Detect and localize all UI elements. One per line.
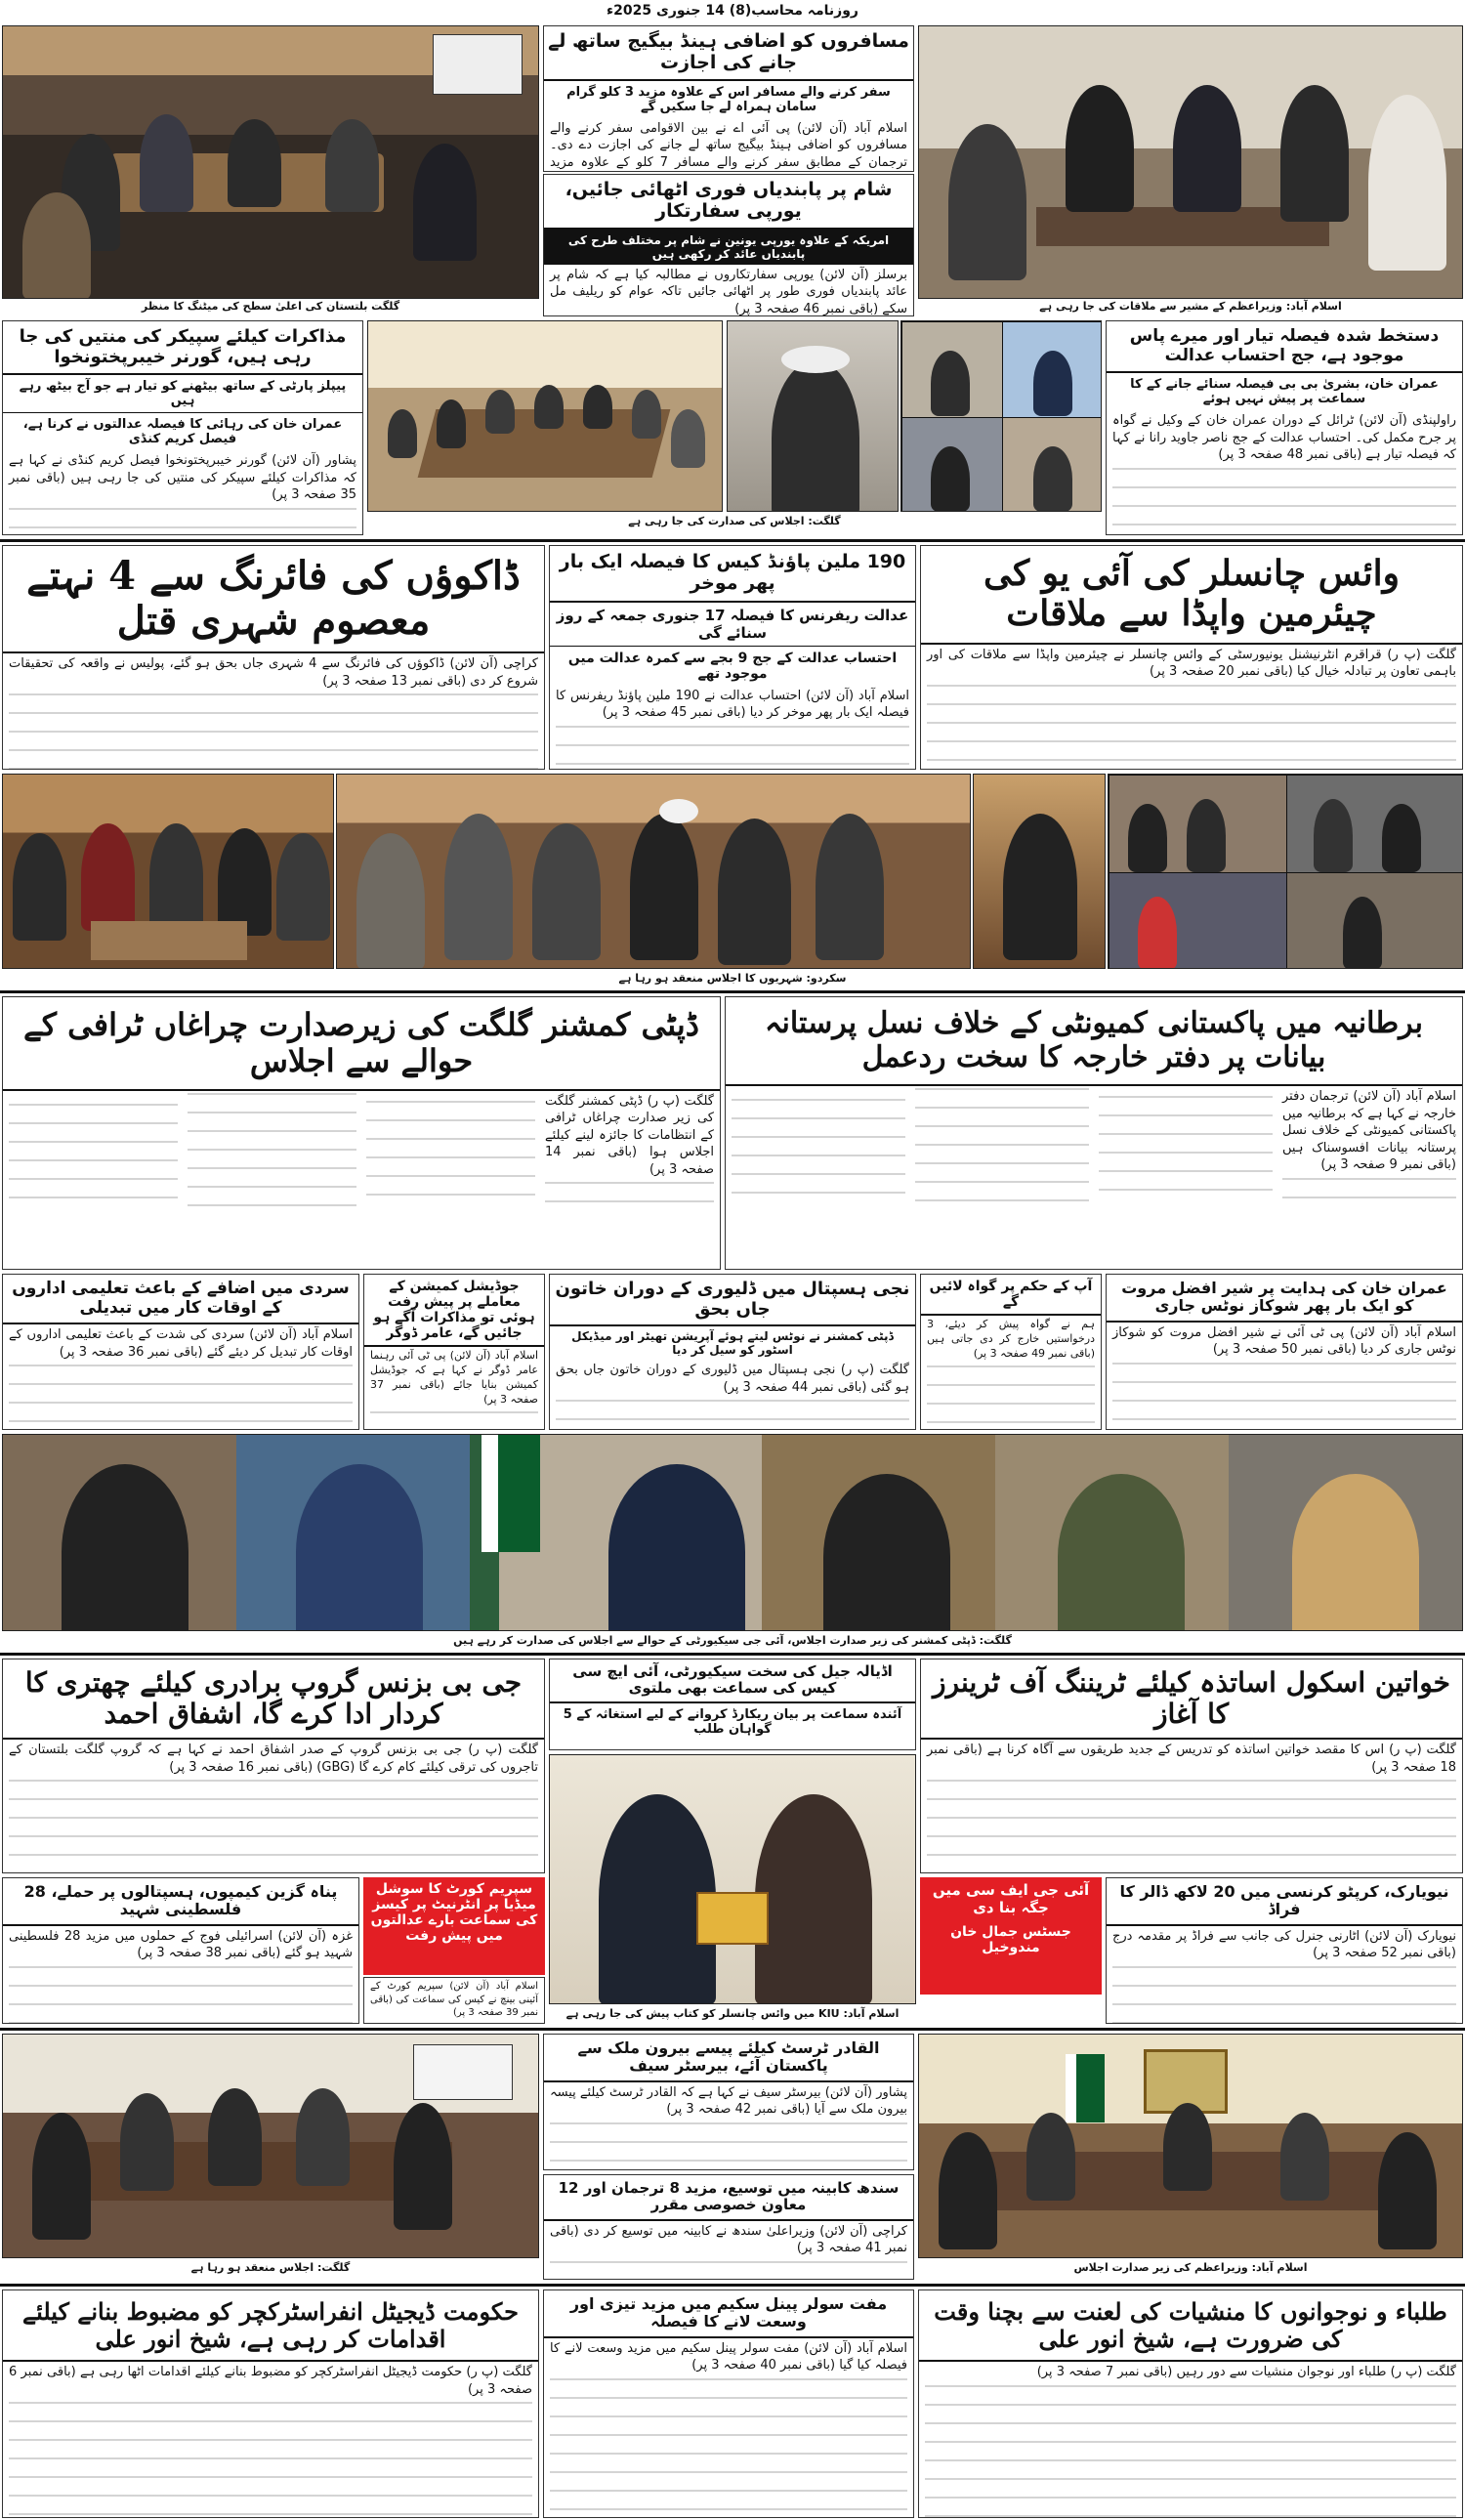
photo-book-caption: اسلام آباد: KIU میں وائس چانسلر کو کتاب پیش کی جا رہی ہے xyxy=(549,2006,916,2022)
article-women-teachers xyxy=(920,1659,1463,1873)
article-syria xyxy=(543,174,914,316)
article-youth-drugs xyxy=(918,2289,1463,2518)
article-newyork-crypto xyxy=(1106,1877,1463,2024)
photo-band2-group-3 xyxy=(973,774,1106,969)
article-digital-infrastructure xyxy=(2,2289,539,2518)
article-judicial-commission xyxy=(363,1274,545,1430)
headline: سندھ کابینہ میں توسیع، مزید 8 ترجمان اور 12 معاون خصوصی مقرر xyxy=(544,2175,913,2221)
photo-meeting-caption: گلگت: اجلاس کی صدارت کی جا رہی ہے xyxy=(367,514,1102,529)
subheadline: پیپلز پارٹی کے ساتھ بیٹھنے کو تیار ہے جو آج بیٹھ رہے ہیں xyxy=(3,375,362,413)
article-body: گلگت (پ ر) اس کا مقصد خواتین اساتذہ کو تدریس کے جدید طریقوں سے آگاہ کرنا ہے (باقی نمبر 18 صفحہ 3 پر) xyxy=(921,1740,1462,1873)
photo-band2-group-1 xyxy=(2,774,334,969)
article-cold-schools xyxy=(2,1274,359,1430)
subheadline: امریکہ کے علاوہ یورپی یونین نے شام پر مختلف طرح کی پابندیاں عائد کر رکھی ہیں xyxy=(544,230,913,265)
photo-grid-participants xyxy=(900,320,1102,512)
headline: جوڈیشل کمیشن کے معاملے پر پیش رفت ہوئی تو مذاکرات آگے ہو جائیں گے، عامر ڈوگر xyxy=(364,1275,544,1347)
article-body: کراچی (آن لائن) وزیراعلیٰ سندھ نے کابینہ میں توسیع کر دی (باقی نمبر 41 صفحہ 3 پر) xyxy=(544,2221,913,2281)
article-dc-gilgit xyxy=(2,996,721,1270)
article-sindh-cabinet xyxy=(543,2174,914,2280)
article-body: ہم نے گواہ پیش کر دیئے، 3 درخواستیں خارج کر دی جاتی ہیں (باقی نمبر 49 صفحہ 3 پر) xyxy=(921,1316,1101,1430)
subheadline: سفر کرنے والے مسافر اس کے علاوہ مزید 3 کلو گرام سامان ہمراہ لے جا سکیں گے xyxy=(566,84,891,114)
article-body: اسلام آباد (آن لائن) احتساب عدالت نے 190 ملین پاؤنڈ ریفرنس کا فیصلہ ایک بار پھر موخر کر دیا (باقی نمبر 45 صفحہ 3 پر) xyxy=(550,686,915,770)
article-gaza-refugees xyxy=(2,1877,359,2024)
headline: ڈاکوؤں کی فائرنگ سے 4 نہتے معصوم شہری قتل xyxy=(3,546,544,653)
band-divider-5 xyxy=(0,2284,1465,2287)
article-body: پشاور (آن لائن) بیرسٹر سیف نے کہا ہے کہ القادر ٹرسٹ کیلئے پیسہ بیرون ملک سے آیا (باقی نمبر 42 صفحہ 3 پر) xyxy=(544,2082,913,2170)
red-box-text: آئی جی ایف سی میں جگہ بنا دی xyxy=(932,1881,1090,1916)
photo-band6-right-caption: اسلام آباد: وزیراعظم کی زیر صدارت اجلاس xyxy=(918,2260,1463,2276)
subheadline: آئندہ سماعت پر بیان ریکارڈ کروانے کے لیے استغاثہ کے 5 گواہان طلب xyxy=(563,1706,902,1737)
headline: 190 ملین پاؤنڈ کیس کا فیصلہ ایک بار پھر موخر xyxy=(550,546,915,603)
photo-top-left-meeting xyxy=(2,25,539,299)
red-box-supreme-court xyxy=(363,1877,545,1975)
band-divider-1 xyxy=(0,539,1465,542)
photo-band2-caption: سکردو: شہریوں کا اجلاس منعقد ہو رہا ہے xyxy=(2,971,1463,987)
article-solar-scheme xyxy=(543,2289,914,2518)
subheadline-2: احتساب عدالت کے جج 9 بجے سے کمرہ عدالت میں موجود تھے xyxy=(567,650,898,682)
article-body: گلگت (پ ر) طلباء اور نوجوان منشیات سے دور رہیں (باقی نمبر 7 صفحہ 3 پر) xyxy=(919,2362,1462,2518)
band-divider-2 xyxy=(0,990,1465,993)
photo-top-right-caption: اسلام آباد: وزیراعظم کے مشیر سے ملاقات کی جا رہی ہے xyxy=(918,299,1463,315)
article-dacoits-firing xyxy=(2,545,545,770)
article-body: کراچی (آن لائن) ڈاکوؤں کی فائرنگ سے 4 شہری جاں بحق ہو گئے، پولیس نے واقعہ کی تحقیقات شروع کر دی (باقی نمبر 13 صفحہ 3 پر) xyxy=(3,653,544,770)
headline: نجی ہسپتال میں ڈلیوری کے دوران خاتون جاں بحق xyxy=(550,1275,915,1326)
article-body: برسلز (آن لائن) یورپی سفارتکاروں نے مطالبہ کیا ہے کہ شام پر عائد پابندیاں فوری طور پر اٹھائی جائیں تاکہ عوام کو ریلیف مل سکے (باقی نمبر 46 صفحہ 3 پر) xyxy=(544,265,913,316)
headline: حکومت ڈیجیٹل انفراسٹرکچر کو مضبوط بنانے کیلئے اقدامات کر رہی ہے، شیخ انور علی xyxy=(3,2290,538,2362)
subheadline-2: عمران خان کی رہائی کا فیصلہ عدالتوں نے کرنا ہے، فیصل کریم کنڈی xyxy=(22,417,343,447)
band-divider-3 xyxy=(0,1653,1465,1656)
article-witnesses xyxy=(920,1274,1102,1430)
photo-band6-left-caption: گلگت: اجلاس منعقد ہو رہا ہے xyxy=(2,2260,539,2276)
article-body: اسلام آباد (آن لائن) سپریم کورٹ کے آئینی بینچ نے کیس کی سماعت کی (باقی نمبر 39 صفحہ 3 پر) xyxy=(364,1978,544,2024)
article-body: نیویارک (آن لائن) اٹارنی جنرل کی جانب سے فراڈ پر مقدمہ درج (باقی نمبر 52 صفحہ 3 پر) xyxy=(1107,1926,1462,2024)
headline: وائس چانسلر کی آئی یو کی چیئرمین واپڈا سے ملاقات xyxy=(921,546,1462,645)
article-gb-business-group xyxy=(2,1659,545,1873)
headline: اڈیالہ جیل کی سخت سیکیورٹی، آئی ایچ سی کیس کی سماعت بھی ملتوی xyxy=(550,1659,915,1703)
article-accountability-court xyxy=(1106,320,1463,535)
headline: شام پر پابندیاں فوری اٹھائی جائیں، یورپی سفارتکار xyxy=(544,175,913,230)
article-body: غزہ (آن لائن) اسرائیلی فوج کے حملوں میں مزید 28 فلسطینی شہید ہو گئے (باقی نمبر 38 صفحہ 3 پر) xyxy=(3,1926,358,2024)
article-foreign-office xyxy=(725,996,1463,1270)
photo-band4-caption: گلگت: ڈپٹی کمشنر کی زیر صدارت اجلاس، آئی جی سیکیورٹی کے حوالے سے اجلاس کی صدارت کر رہے ہیں xyxy=(2,1633,1463,1649)
photo-band6-left-meeting xyxy=(2,2034,539,2258)
article-marwat-notice xyxy=(1106,1274,1463,1430)
article-hospital xyxy=(549,1274,916,1430)
photo-band4-strip xyxy=(2,1434,1463,1631)
photo-book-presentation xyxy=(549,1754,916,2004)
article-talks-governor xyxy=(2,320,363,535)
article-baggage xyxy=(543,25,914,172)
article-body: راولپنڈی (آن لائن) ٹرائل کے دوران عمران خان کے وکیل نے گواہ پر جرح مکمل کی۔ احتساب عدالت کے جج ناصر جاوید رانا نے کہا کہ فیصلہ تیار ہے (باقی نمبر 48 صفحہ 3 پر) xyxy=(1107,410,1462,535)
headline: نیویارک، کرپٹو کرنسی میں 20 لاکھ ڈالر کا فراڈ xyxy=(1107,1878,1462,1926)
red-box-sub: جسٹس جمال خان مندوخیل xyxy=(950,1924,1071,1955)
headline: عمران خان کی ہدایت پر شیر افضل مروت کو ایک بار پھر شوکاز نوٹس جاری xyxy=(1107,1275,1462,1323)
headline: پناہ گزین کیمپوں، ہسپتالوں پر حملے، 28 فلسطینی شہید xyxy=(3,1878,358,1926)
headline: برطانیہ میں پاکستانی کمیونٹی کے خلاف نسل پرستانہ بیانات پر دفتر خارجہ کا سخت ردعمل xyxy=(726,997,1462,1086)
headline: سردی میں اضافے کے باعث تعلیمی اداروں کے اوقات کار میں تبدیلی xyxy=(3,1275,358,1324)
article-body: گلگت (پ ر) ڈپٹی کمشنر گلگت کی زیر صدارت چراغاں ٹرافی کے انتظامات کا جائزہ لینے کیلئے اجلاس ہوا (باقی نمبر 14 صفحہ 3 پر) xyxy=(3,1091,720,1214)
headline: ڈپٹی کمشنر گلگت کی زیرصدارت چراغاں ٹرافی کے حوالے سے اجلاس xyxy=(3,997,720,1091)
photo-speaker xyxy=(727,320,899,512)
headline: جی بی بزنس گروپ برادری کیلئے چھتری کا کردار ادا کرے گا، اشفاق احمد xyxy=(3,1659,544,1740)
article-body: گلگت (پ ر) جی بی بزنس گروپ کے صدر اشفاق احمد نے کہا ہے کہ گروپ گلگت بلتستان کے تاجروں کی ترقی کیلئے کام کرے گا (GBG) (باقی نمبر 16 صفحہ 3 پر) xyxy=(3,1740,544,1873)
headline: مفت سولر پینل سکیم میں مزید تیزی اور وسعت لانے کا فیصلہ xyxy=(544,2290,913,2338)
article-body: گلگت (پ ر) نجی ہسپتال میں ڈلیوری کے دوران خاتون جاں بحق ہو گئی (باقی نمبر 44 صفحہ 3 پر) xyxy=(550,1360,915,1430)
headline: طلباء و نوجوانوں کا منشیات کی لعنت سے بچنا وقت کی ضرورت ہے، شیخ انور علی xyxy=(919,2290,1462,2362)
band-divider-4 xyxy=(0,2028,1465,2031)
headline: مذاکرات کیلئے سپیکر کی منتیں کی جا رہی ہیں، گورنر خیبرپختونخوا xyxy=(3,321,362,375)
photo-top-right-meeting xyxy=(918,25,1463,299)
article-body: گلگت (پ ر) قراقرم انٹرنیشنل یونیورسٹی کے وائس چانسلر نے چیئرمین واپڈا سے ملاقات کی اور باہمی تعاون پر تبادلہ خیال کیا (باقی نمبر 20 صفحہ 3 پر) xyxy=(921,645,1462,770)
article-190-million xyxy=(549,545,916,770)
article-adiala xyxy=(549,1659,916,1750)
red-box-body xyxy=(363,1977,545,2024)
photo-meeting-hall xyxy=(367,320,723,512)
article-body: اسلام آباد (آن لائن) مفت سولر پینل سکیم میں مزید وسعت لانے کا فیصلہ کیا گیا (باقی نمبر 40 صفحہ 3 پر) xyxy=(544,2338,913,2518)
article-body: اسلام آباد (آن لائن) ترجمان دفتر خارجہ نے کہا ہے کہ برطانیہ میں پاکستانی کمیونٹی کے خلاف نسل پرستانہ بیانات افسوسناک ہیں (باقی نمبر 9 صفحہ 3 پر) xyxy=(726,1086,1462,1209)
subheadline: ڈپٹی کمشنر نے نوٹس لیتے ہوئے آپریشن تھیٹر اور میڈیکل اسٹور کو سیل کر دیا xyxy=(571,1329,894,1358)
article-body: پشاور (آن لائن) گورنر خیبرپختونخوا فیصل کریم کنڈی نے کہا ہے کہ مذاکرات کیلئے سپیکر کی منتیں کی جا رہی ہیں (باقی نمبر 35 صفحہ 3 پر) xyxy=(3,450,362,535)
photo-top-left-caption: گلگت بلتستان کی اعلیٰ سطح کی میٹنگ کا منظر xyxy=(2,299,539,315)
headline: القادر ٹرسٹ کیلئے پیسے بیرون ملک سے پاکستان آئے، بیرسٹر سیف xyxy=(544,2035,913,2082)
article-body: اسلام آباد (آن لائن) پی ٹی آئی نے شیر افضل مروت کو شوکاز نوٹس جاری کر دیا (باقی نمبر 50 صفحہ 3 پر) xyxy=(1107,1323,1462,1430)
red-box-text: سپریم کورٹ کا سوشل میڈیا پر انٹرنیٹ پر کیسز کی سماعت بارے عدالتوں میں پیش رفت xyxy=(370,1881,538,1944)
red-box-judge xyxy=(920,1877,1102,1995)
photo-band2-group-4 xyxy=(1108,774,1463,969)
article-body: اسلام آباد (آن لائن) پی آئی اے نے بین الاقوامی سفر کرنے والے مسافروں کو اضافی ہینڈ بیگیج ساتھ لے جانے کی اجازت دے دی۔ ترجمان کے مطابق سفر کرنے والے مسافر 7 کلو کے علاوہ مزید xyxy=(544,118,913,172)
article-qadir-trust xyxy=(543,2034,914,2170)
headline: دستخط شدہ فیصلہ تیار اور میرے پاس موجود ہے، جج احتساب عدالت xyxy=(1107,321,1462,373)
photo-band2-group-2 xyxy=(336,774,971,969)
article-body: اسلام آباد (آن لائن) پی ٹی آئی رہنما عامر ڈوگر نے کہا ہے کہ جوڈیشل کمیشن بنایا جائے (باقی نمبر 37 صفحہ 3 پر) xyxy=(364,1347,544,1430)
headline: آپ کے حکم پر گواہ لائیں گے xyxy=(921,1275,1101,1316)
subheadline: عمران خان، بشریٰ بی بی فیصلہ سنائے جانے کے کا سماعت پر پیش نہیں ہوئے xyxy=(1130,377,1439,407)
headline: خواتین اسکول اساتذہ کیلئے ٹریننگ آف ٹرینرز کا آغاز xyxy=(921,1659,1462,1740)
headline: مسافروں کو اضافی ہینڈ بیگیج ساتھ لے جانے کی اجازت xyxy=(544,26,913,81)
subheadline: عدالت ریفرنس کا فیصلہ 17 جنوری جمعہ کے روز سنائے گی xyxy=(550,603,915,647)
article-vc-wapda xyxy=(920,545,1463,770)
photo-band6-right-meeting xyxy=(918,2034,1463,2258)
masthead: روزنامہ محاسب(8) 14 جنوری 2025ء xyxy=(607,3,858,19)
article-body: اسلام آباد (آن لائن) سردی کی شدت کے باعث تعلیمی اداروں کے اوقات کار تبدیل کر دیئے گئے (باقی نمبر 36 صفحہ 3 پر) xyxy=(3,1324,358,1430)
article-body: گلگت (پ ر) حکومت ڈیجیٹل انفراسٹرکچر کو مضبوط بنانے کیلئے اقدامات اٹھا رہی ہے (باقی نمبر 6 صفحہ 3 پر) xyxy=(3,2362,538,2518)
